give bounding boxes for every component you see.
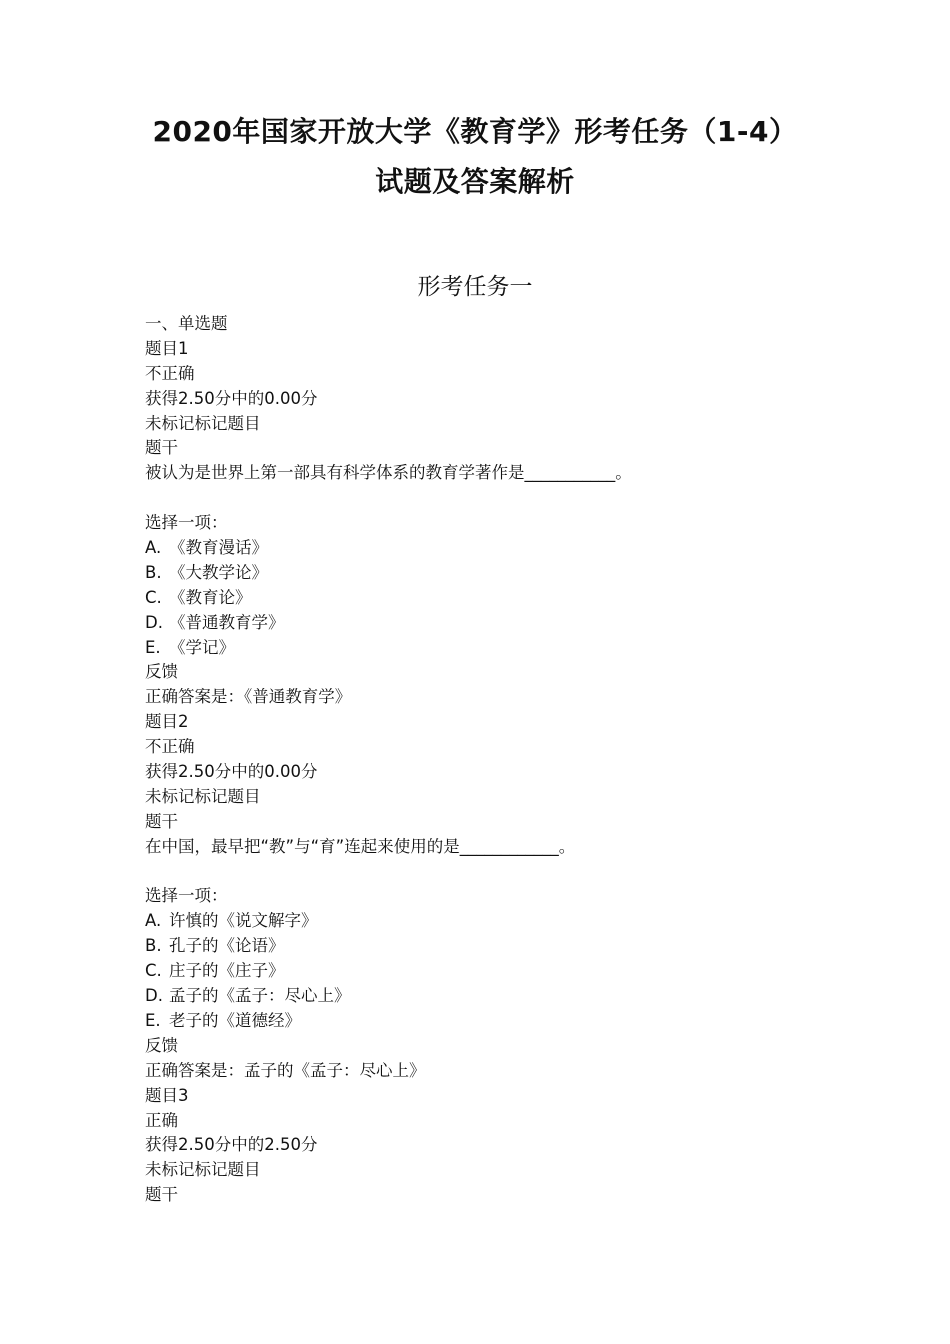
correct-answer: 正确答案是：《普通教育学》 — [145, 687, 352, 707]
option-b[interactable] — [145, 561, 825, 586]
option-text: 《教育漫话》 — [169, 538, 268, 558]
question-block — [145, 337, 825, 710]
question-score: 获得2.50分中的0.00分 — [145, 762, 318, 782]
option-text: 《大教学论》 — [169, 562, 268, 582]
flag-question-link[interactable]: 未标记标记题目 — [145, 1160, 261, 1180]
spacer — [145, 860, 825, 885]
section-title: 形考任务一 — [417, 274, 533, 300]
option-a[interactable] — [145, 536, 825, 561]
option-d[interactable] — [145, 984, 825, 1009]
question-status: 不正确 — [145, 737, 195, 757]
question-status: 正确 — [145, 1110, 178, 1130]
option-letter: C. — [145, 961, 162, 981]
option-text: 《教育论》 — [169, 587, 252, 607]
option-letter: C. — [145, 587, 162, 607]
correct-answer: 正确答案是：孟子的《孟子：尽心上》 — [145, 1060, 426, 1080]
stem-label: 题干 — [145, 438, 178, 458]
option-letter: D. — [145, 612, 163, 632]
option-letter: D. — [145, 986, 163, 1006]
flag-question-link[interactable]: 未标记标记题目 — [145, 413, 261, 433]
option-text: 老子的《道德经》 — [169, 1010, 301, 1030]
option-text: 孟子的《孟子：尽心上》 — [169, 986, 351, 1006]
feedback-label: 反馈 — [145, 1035, 178, 1055]
option-text: 孔子的《论语》 — [169, 936, 285, 956]
option-text: 庄子的《庄子》 — [169, 961, 285, 981]
option-text: 许慎的《说文解字》 — [169, 911, 318, 931]
option-letter: A. — [145, 911, 162, 931]
option-c[interactable] — [145, 959, 825, 984]
option-a[interactable] — [145, 909, 825, 934]
option-e[interactable] — [145, 636, 825, 661]
question-block — [145, 710, 825, 1083]
option-text: 《学记》 — [169, 637, 235, 657]
stem-label: 题干 — [145, 1185, 178, 1205]
option-e[interactable] — [145, 1009, 825, 1034]
option-letter: E. — [145, 1010, 161, 1030]
option-c[interactable] — [145, 586, 825, 611]
question-score: 获得2.50分中的0.00分 — [145, 388, 318, 408]
flag-question-link[interactable]: 未标记标记题目 — [145, 786, 261, 806]
part-heading: 一、单选题 — [145, 314, 228, 333]
question-stem: 被认为是世界上第一部具有科学体系的教育学著作是___________。 — [145, 463, 632, 483]
choose-label: 选择一项： — [145, 513, 228, 533]
question-score: 获得2.50分中的2.50分 — [145, 1135, 318, 1155]
option-b[interactable] — [145, 934, 825, 959]
feedback-label: 反馈 — [145, 662, 178, 682]
question-block — [145, 1084, 825, 1208]
choose-label: 选择一项： — [145, 886, 228, 906]
option-letter: B. — [145, 936, 162, 956]
stem-label: 题干 — [145, 811, 178, 831]
question-number: 题目2 — [145, 712, 189, 732]
option-letter: E. — [145, 637, 161, 657]
option-letter: A. — [145, 538, 162, 558]
spacer — [145, 486, 825, 511]
option-d[interactable] — [145, 611, 825, 636]
document-title-line1: 2020年国家开放大学《教育学》形考任务（1-4） — [152, 115, 798, 148]
question-number: 题目3 — [145, 1085, 189, 1105]
question-status: 不正确 — [145, 363, 195, 383]
question-stem: 在中国，最早把“教”与“育”连起来使用的是____________。 — [145, 836, 576, 856]
option-letter: B. — [145, 562, 162, 582]
option-text: 《普通教育学》 — [169, 612, 285, 632]
document-title-line2: 试题及答案解析 — [375, 165, 575, 198]
document-body — [145, 312, 825, 1208]
question-number: 题目1 — [145, 338, 189, 358]
